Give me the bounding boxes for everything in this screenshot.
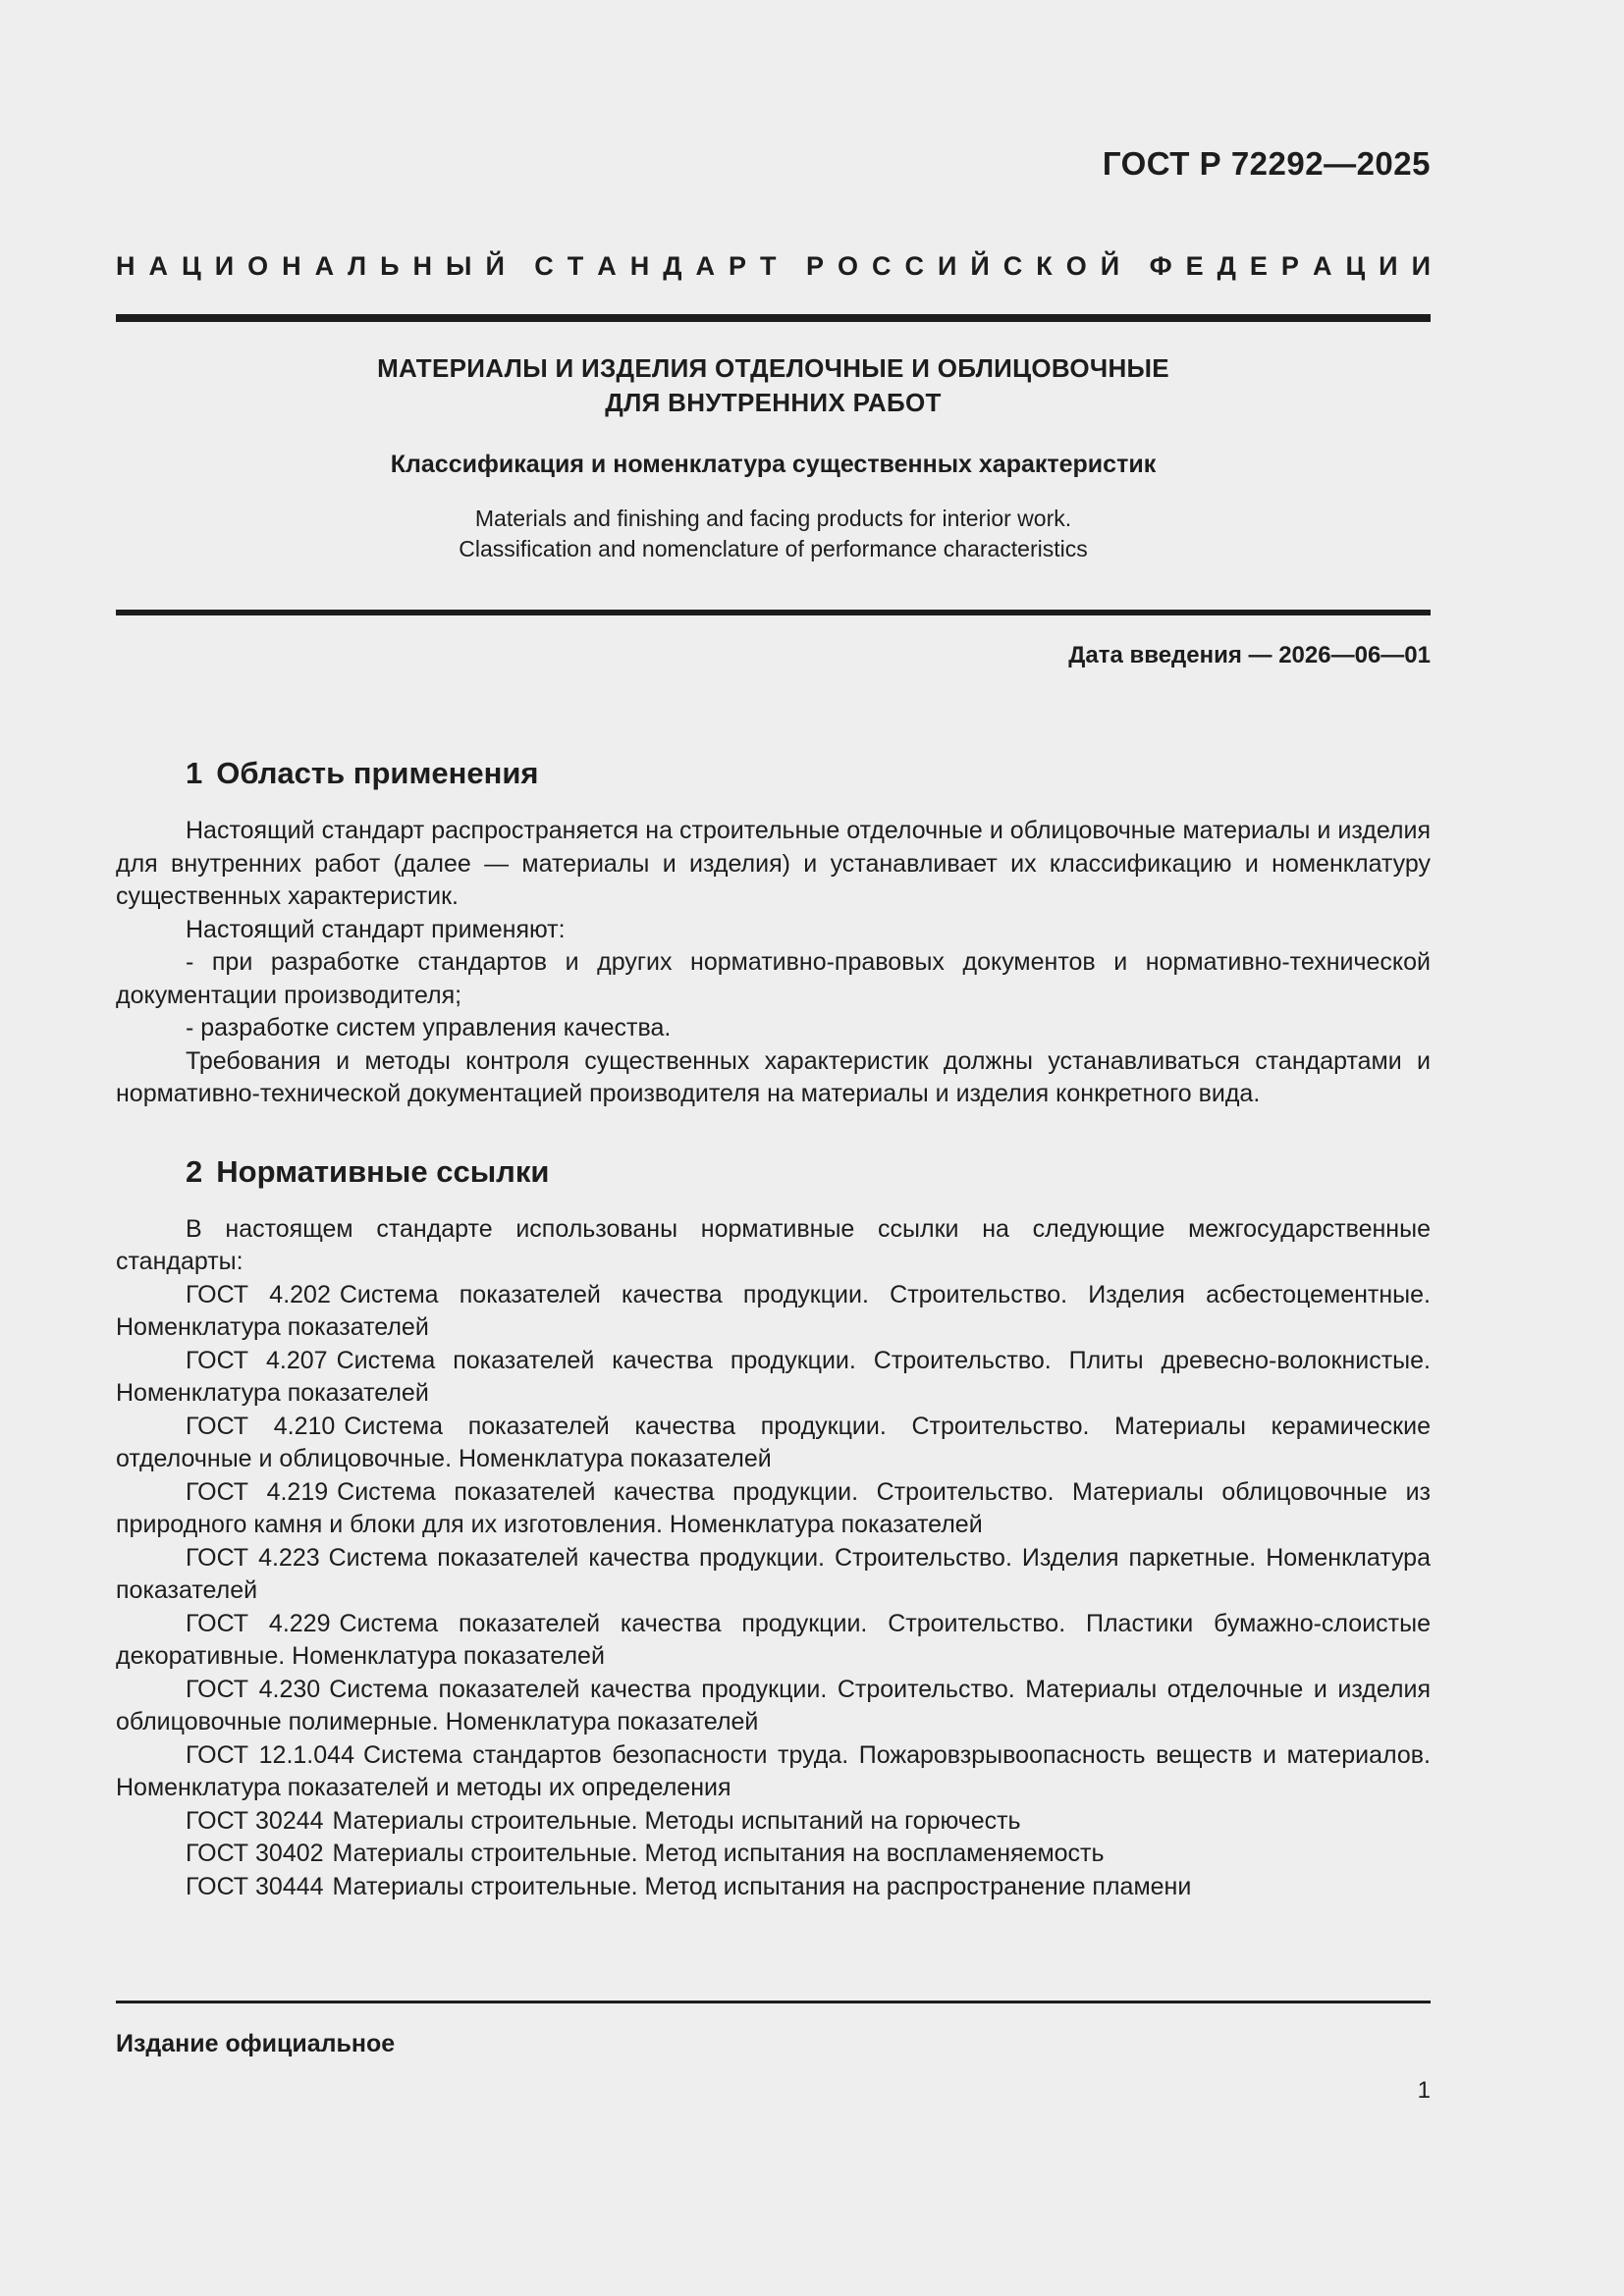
reference-code: ГОСТ 30402	[186, 1840, 324, 1867]
introduction-date: Дата введения — 2026—06—01	[1068, 642, 1431, 668]
reference-title: Система показателей качества продукции. Строительство. Материалы облицовочные из природного камня и блоки для их изготовления. Номенклатура показателей	[116, 1477, 1431, 1538]
paragraph: Настоящий стандарт применяют:	[186, 915, 566, 943]
title-divider	[116, 610, 1431, 615]
official-edition-label: Издание официальное	[116, 2030, 396, 2057]
reference-code: ГОСТ 30444	[186, 1872, 324, 1900]
reference-title: Система показателей качества продукции. Строительство. Материалы отделочные и изделия облицовочные полимерные. Номенклатура показателей	[116, 1675, 1431, 1735]
reference-title: Система показателей качества продукции. Строительство. Изделия асбестоцементные. Номенклатура показателей	[116, 1280, 1431, 1341]
reference-code: ГОСТ 4.207	[186, 1346, 328, 1374]
list-item: - при разработке стандартов и других нормативно-правовых документов и нормативно-технической документации производителя;	[116, 948, 1431, 1009]
reference-code: ГОСТ 4.223	[186, 1543, 320, 1572]
document-title-line: ДЛЯ ВНУТРЕННИХ РАБОТ	[605, 388, 942, 417]
reference-item	[116, 1608, 1431, 1674]
section-heading	[116, 752, 1431, 795]
english-title-line: Classification and nomenclature of performance characteristics	[459, 536, 1088, 561]
banner-word: Ф Е Д Е Р А Ц И И	[1149, 251, 1431, 281]
document-title	[116, 351, 1431, 420]
reference-item	[116, 1279, 1431, 1345]
section-number: 2	[186, 1153, 203, 1189]
reference-title: Материалы строительные. Метод испытания на распространение пламени	[332, 1872, 1192, 1900]
english-title-line: Materials and finishing and facing products for interior work.	[474, 506, 1072, 531]
document-title-line: МАТЕРИАЛЫ И ИЗДЕЛИЯ ОТДЕЛОЧНЫЕ И ОБЛИЦОВОЧНЫЕ	[377, 353, 1169, 383]
reference-title: Материалы строительные. Метод испытания на воспламеняемость	[332, 1840, 1105, 1867]
title-block	[116, 351, 1431, 564]
reference-item	[116, 1871, 1431, 1904]
reference-code: ГОСТ 4.219	[186, 1477, 329, 1506]
document-page	[116, 0, 1431, 2296]
reference-item	[116, 1674, 1431, 1739]
reference-item	[116, 1411, 1431, 1476]
reference-title: Система показателей качества продукции. Строительство. Изделия паркетные. Номенклатура показателей	[116, 1543, 1431, 1604]
reference-title: Материалы строительные. Методы испытаний на горючесть	[332, 1806, 1021, 1835]
standard-number: ГОСТ Р 72292—2025	[1102, 145, 1431, 182]
reference-title: Система показателей качества продукции. Строительство. Плиты древесно-волокнистые. Номенклатура показателей	[116, 1346, 1431, 1407]
document-subtitle: Классификация и номенклатура существенных характеристик	[390, 451, 1157, 478]
reference-item	[116, 1805, 1431, 1839]
paragraph: В настоящем стандарте использованы нормативные ссылки на следующие межгосударственные стандарты:	[116, 1214, 1431, 1275]
footer-divider	[116, 2001, 1431, 2003]
page-number: 1	[1417, 2077, 1431, 2104]
reference-item	[116, 1542, 1431, 1608]
list-item: - разработке систем управления качества.	[186, 1014, 672, 1041]
section-title: Область применения	[216, 756, 539, 790]
reference-title: Система показателей качества продукции. Строительство. Пластики бумажно-слоистые декоративные. Номенклатура показателей	[116, 1609, 1431, 1670]
document-body	[116, 752, 1431, 1903]
english-title	[116, 504, 1431, 564]
paragraph: Настоящий стандарт распространяется на строительные отделочные и облицовочные материалы и изделия для внутренних работ (далее — материалы и изделия) и устанавливает их классификацию и номенклатуру существенных характеристик.	[116, 817, 1431, 910]
reference-code: ГОСТ 12.1.044	[186, 1740, 354, 1769]
reference-title: Система показателей качества продукции. Строительство. Материалы керамические отделочные и облицовочные. Номенклатура показателей	[116, 1412, 1431, 1472]
reference-code: ГОСТ 4.210	[186, 1412, 336, 1440]
banner-word: Р О С С И Й С К О Й	[805, 251, 1120, 281]
reference-item	[116, 1739, 1431, 1805]
banner-word: С Т А Н Д А Р Т	[534, 251, 777, 281]
banner-word: Н А Ц И О Н А Л Ь Н Ы Й	[116, 251, 505, 281]
reference-code: ГОСТ 4.230	[186, 1675, 321, 1703]
reference-code: ГОСТ 4.229	[186, 1609, 331, 1637]
section-title: Нормативные ссылки	[216, 1153, 550, 1189]
top-divider	[116, 314, 1431, 322]
reference-code: ГОСТ 4.202	[186, 1280, 331, 1308]
reference-item	[116, 1838, 1431, 1871]
reference-title: Система стандартов безопасности труда. Пожаровзрывоопасность веществ и материалов. Номенклатура показателей и методы их определения	[116, 1740, 1431, 1801]
reference-item	[116, 1476, 1431, 1542]
section-number: 1	[186, 756, 203, 790]
paragraph: Требования и методы контроля существенных характеристик должны устанавливаться стандартами и нормативно-технической документацией производителя на материалы и изделия конкретного вида.	[116, 1046, 1431, 1107]
national-standard-label	[116, 251, 1431, 282]
section-heading	[116, 1150, 1431, 1194]
reference-code: ГОСТ 30244	[186, 1806, 324, 1835]
reference-item	[116, 1345, 1431, 1411]
